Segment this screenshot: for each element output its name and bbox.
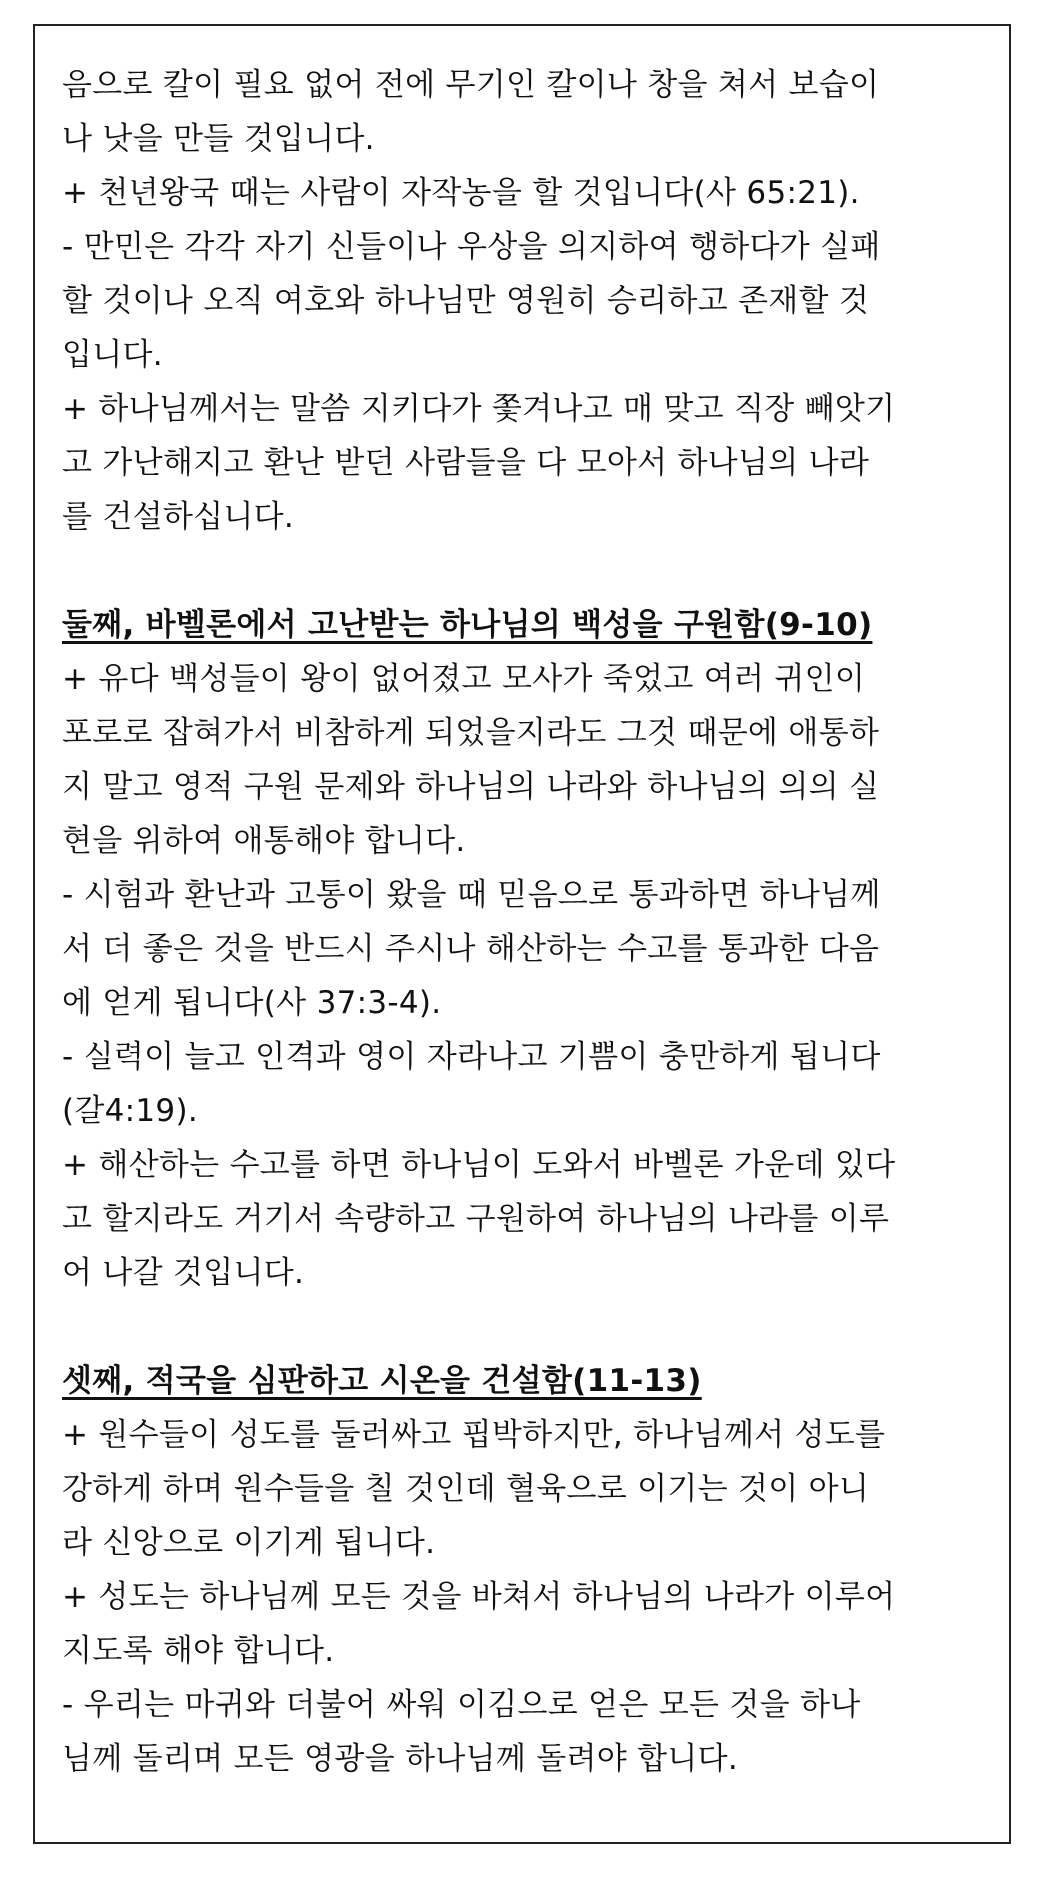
section-intro <box>62 58 992 544</box>
text-line: + 천년왕국 때는 사람이 자작농을 할 것입니다(사 65:21). <box>62 175 860 211</box>
text-line: 현을 위하여 애통해야 합니다. <box>62 823 466 859</box>
text-line: - 실력이 늘고 인격과 영이 자라나고 기쁨이 충만하게 됩니다 <box>62 1039 881 1075</box>
section-third <box>62 1354 992 1786</box>
section-heading: 셋째, 적국을 심판하고 시온을 건설함(11-13) <box>62 1363 702 1399</box>
text-line: 라 신앙으로 이기게 됩니다. <box>62 1525 436 1561</box>
text-line: 나 낫을 만들 것입니다. <box>62 121 375 157</box>
text-line: (갈4:19). <box>62 1093 199 1129</box>
section-heading: 둘째, 바벨론에서 고난받는 하나님의 백성을 구원함(9-10) <box>62 607 873 643</box>
text-line: 지도록 해야 합니다. <box>62 1633 335 1669</box>
text-line: + 성도는 하나님께 모든 것을 바쳐서 하나님의 나라가 이루어 <box>62 1579 896 1615</box>
text-line: - 우리는 마귀와 더불어 싸워 이김으로 얻은 모든 것을 하나 <box>62 1687 861 1723</box>
text-line: 음으로 칼이 필요 없어 전에 무기인 칼이나 창을 쳐서 보습이 <box>62 67 880 103</box>
text-line: 강하게 하며 원수들을 칠 것인데 혈육으로 이기는 것이 아니 <box>62 1471 870 1507</box>
text-line: 님께 돌리며 모든 영광을 하나님께 돌려야 합니다. <box>62 1741 738 1777</box>
section-second <box>62 598 992 1300</box>
text-line: 에 얻게 됩니다(사 37:3-4). <box>62 985 442 1021</box>
text-line: 고 가난해지고 환난 받던 사람들을 다 모아서 하나님의 나라 <box>62 445 870 481</box>
text-line: 포로로 잡혀가서 비참하게 되었을지라도 그것 때문에 애통하 <box>62 715 880 751</box>
text-line: 지 말고 영적 구원 문제와 하나님의 나라와 하나님의 의의 실 <box>62 769 880 805</box>
text-line: + 하나님께서는 말씀 지키다가 쫓겨나고 매 맞고 직장 빼앗기 <box>62 391 896 427</box>
text-line: + 유다 백성들이 왕이 없어졌고 모사가 죽었고 여러 귀인이 <box>62 661 866 697</box>
text-line: 를 건설하십니다. <box>62 499 295 535</box>
text-line: 서 더 좋은 것을 반드시 주시나 해산하는 수고를 통과한 다음 <box>62 931 880 967</box>
text-line: 고 할지라도 거기서 속량하고 구원하여 하나님의 나라를 이루 <box>62 1201 890 1237</box>
text-line: 할 것이나 오직 여호와 하나님만 영원히 승리하고 존재할 것 <box>62 283 870 319</box>
document-body <box>62 58 992 1786</box>
text-line: + 원수들이 성도를 둘러싸고 핍박하지만, 하나님께서 성도를 <box>62 1417 886 1453</box>
text-line: + 해산하는 수고를 하면 하나님이 도와서 바벨론 가운데 있다 <box>62 1147 896 1183</box>
text-line: 입니다. <box>62 337 163 373</box>
text-line: 어 나갈 것입니다. <box>62 1255 305 1291</box>
section-spacer <box>62 544 992 598</box>
text-line: - 만민은 각각 자기 신들이나 우상을 의지하여 행하다가 실패 <box>62 229 881 265</box>
text-line: - 시험과 환난과 고통이 왔을 때 믿음으로 통과하면 하나님께 <box>62 877 881 913</box>
section-spacer <box>62 1300 992 1354</box>
